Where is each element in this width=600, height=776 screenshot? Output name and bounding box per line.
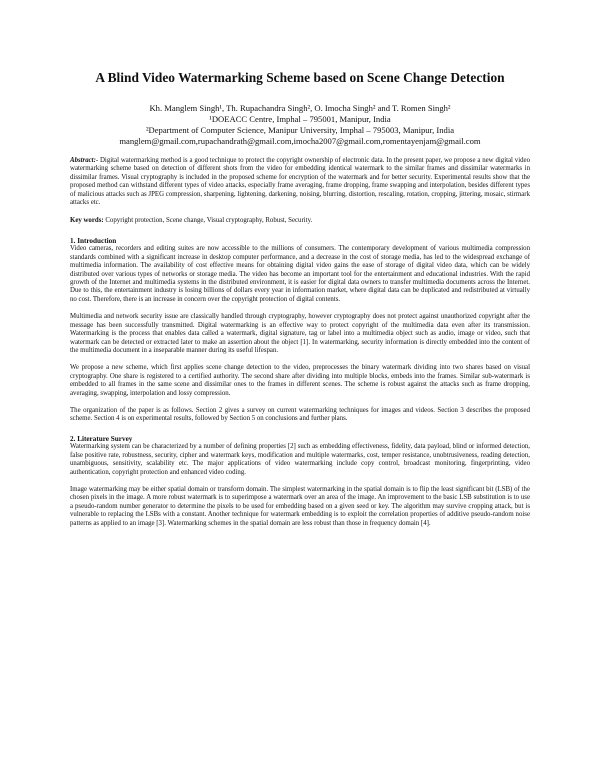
- keywords: [70, 217, 530, 225]
- intro-paragraph-2: Multimedia and network security issue are classically handled through cryptography, however cryptography does not protect against unauthorized copyright after the message has been successfully transmitted. Digital watermarking is an effective way to protect copyright of the multimedia data even after its transmission. Watermarking is the process that enables data called a watermark, digital signature, tag or label into a multimedia object such as audio, image or video, such that watermark can be detected or extracted later to make an assertion about the object [1]. In watermarking, security information is directly embedded into the content of the multimedia document in a inseparable manner during its useful lifespan.: [70, 313, 530, 354]
- affiliation-2: ²Department of Computer Science, Manipur University, Imphal – 795003, Manipur, India: [145, 125, 455, 135]
- author-block: [70, 103, 530, 147]
- survey-paragraph-2: Image watermarking may be either spatial domain or transform domain. The simplest watermarking in the spatial domain is to flip the least significant bit (LSB) of the chosen pixels in the image. A more robust watermark is to superimpose a watermark over an area of the image. An improvement to the basic LSB substitution is to use a pseudo-random number generator to determine the pixels to be used for embedding based on a given seed or key. The algorithm may survive cropping attack, but is vulnerable to replacing the LSBs with a constant. Another technique for watermark embedding is to exploit the correlation properties of additive pseudo-random noise patterns as applied to an image [3]. Watermarking schemes in the spatial domain are less robust than those in frequency domain [4].: [70, 485, 530, 527]
- intro-paragraph-4: The organization of the paper is as follows. Section 2 gives a survey on current watermarking techniques for images and videos. Section 3 describes the proposed scheme. Section 4 is on experimental results, followed by Section 5 on conclusions and further plans.: [70, 406, 530, 423]
- abstract: [70, 157, 530, 207]
- abstract-text: - Digital watermarking method is a good technique to protect the copyright ownership of electronic data. In the present paper, we propose a new digital video watermarking scheme based on detection of different shots from the video for embedding identical watermark to the similar frames and dissimilar watermarks in dissimilar frames. Visual cryptography is included in the proposed scheme for encryption of the watermark and for better security. Experimental results show that the proposed method can withstand different types of video attacks, especially frame averaging, frame dropping, frame swapping and interpolation, besides different types of malicious attacks such as JPEG compression, sharpening, lightening, darkening, noising, blurring, distortion, rescaling, rotation, cropping, jittering, mosaic, stirmark attacks etc.: [70, 157, 530, 207]
- section-heading-introduction: 1. Introduction: [70, 236, 117, 245]
- survey-paragraph-1: Watermarking system can be characterized by a number of defining properties [2] such as embedding effectiveness, fidelity, data payload, blind or informed detection, false positive rate, robustness, security, cipher and watermark keys, modification and multiple watermarks, cost, temper resistance, unobtrusiveness, reading detection, unambiguous, sensitivity, scalability etc. The major applications of video watermarking include copy control, broadcast monitoring, fingerprinting, video authentication, copyright protection and enhanced video coding.: [70, 443, 530, 476]
- section-heading-literature-survey: 2. Literature Survey: [70, 434, 133, 443]
- intro-paragraph-1: Video cameras, recorders and editing suites are now accessible to the millions of consumers. The contemporary development of various multimedia compression standards combined with a significant increase in desktop computer performance, and a decrease in the cost of storage media, has led to the widespread exchange of multimedia information. The availability of cost effective means for obtaining digital video gains the ease of storage of digital video data, which can be widely distributed over various types of networks or storage media. The video has become an important tool for the entertainment and educational industries. With the rapid growth of the Internet and multimedia systems in the distributed environment, it is easier for digital data owners to transfer multimedia documents across the Internet. Due to this, the entertainment industry is losing billions of dollars every year in information market, where digital data can be duplicated and redistributed at virtually no cost. Therefore, there is an increase in concern over the copyright protection of digital contents.: [70, 245, 530, 303]
- paper-title: A Blind Video Watermarking Scheme based on Scene Change Detection: [95, 70, 505, 85]
- keywords-label: Key words:: [70, 217, 104, 225]
- author-emails: manglem@gmail.com,rupachandrath@gmail.com,imocha2007@gmail.com,romentayenjam@gmail.com: [119, 136, 481, 146]
- abstract-label: Abstract:: [70, 157, 96, 164]
- author-names: Kh. Manglem Singh¹, Th. Rupachandra Singh², O. Imocha Singh² and T. Romen Singh²: [149, 103, 451, 113]
- keywords-text: Copyright protection, Scene change, Visual cryptography, Robust, Security.: [103, 217, 313, 225]
- affiliation-1: ¹DOEACC Centre, Imphal – 795001, Manipur, India: [209, 114, 391, 124]
- intro-paragraph-3: We propose a new scheme, which first applies scene change detection to the video, preprocesses the binary watermark dividing into two shares based on visual cryptography. One share is registered to a certified authority. The second share after dividing into multiple blocks, embeds into the frames. Similar sub-watermark is embedded to all frames in the same scene and dissimilar ones to the frames in different scenes. The scheme is robust against the attacks such as frame dropping, averaging, swapping, interpolation and lossy compression.: [70, 364, 530, 397]
